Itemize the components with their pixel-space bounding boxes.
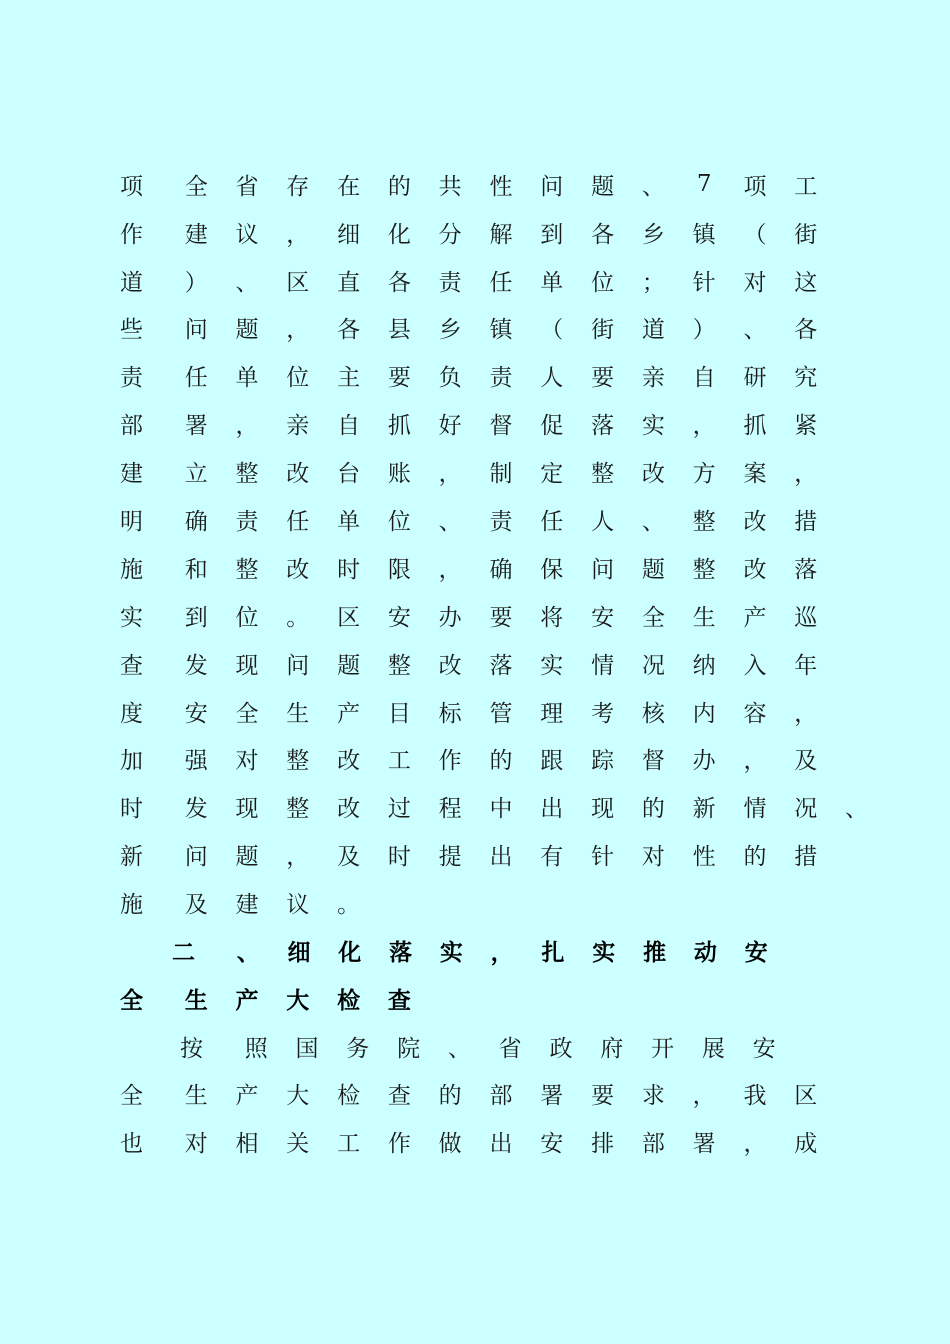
glyph: 、 xyxy=(235,269,259,296)
text-line xyxy=(120,260,900,300)
glyph: 强 xyxy=(184,747,208,774)
glyph: 好 xyxy=(438,412,462,439)
glyph: 对 xyxy=(235,747,259,774)
glyph: ， xyxy=(692,1082,716,1109)
glyph: 问 xyxy=(286,652,310,679)
section-heading-line xyxy=(172,930,950,970)
glyph: 保 xyxy=(540,556,564,583)
glyph: 生 xyxy=(286,700,310,727)
glyph: 工 xyxy=(337,1130,361,1157)
glyph: 核 xyxy=(641,700,665,727)
glyph: 题 xyxy=(591,173,615,200)
glyph: 安 xyxy=(184,700,208,727)
glyph: 全 xyxy=(641,604,665,631)
glyph: 负 xyxy=(438,364,462,391)
glyph: ， xyxy=(286,316,310,343)
glyph: 各 xyxy=(591,221,615,248)
glyph: 安 xyxy=(591,604,615,631)
glyph: 督 xyxy=(489,412,513,439)
glyph: ， xyxy=(438,556,462,583)
text-line xyxy=(120,164,900,204)
glyph: 、 xyxy=(743,316,767,343)
glyph: 责 xyxy=(120,364,143,391)
glyph: 踪 xyxy=(591,747,615,774)
glyph: 查 xyxy=(387,987,411,1014)
glyph: 我 xyxy=(743,1082,767,1109)
glyph: 安 xyxy=(752,1035,776,1062)
glyph: 安 xyxy=(387,604,411,631)
glyph: 关 xyxy=(286,1130,310,1157)
glyph: 改 xyxy=(286,460,310,487)
glyph: 镇 xyxy=(489,316,513,343)
glyph: 照 xyxy=(244,1035,268,1062)
glyph: 、 xyxy=(641,508,665,535)
glyph: 动 xyxy=(693,939,717,966)
glyph: 明 xyxy=(120,508,143,535)
glyph: 现 xyxy=(591,795,615,822)
glyph: 。 xyxy=(286,604,310,631)
glyph: 时 xyxy=(120,795,143,822)
glyph: 对 xyxy=(641,843,665,870)
glyph: 新 xyxy=(692,795,716,822)
glyph: ， xyxy=(794,700,818,727)
glyph: 的 xyxy=(489,747,513,774)
glyph: 有 xyxy=(540,843,564,870)
glyph: 年 xyxy=(794,652,818,679)
glyph: 区 xyxy=(337,604,361,631)
glyph: 的 xyxy=(438,1082,462,1109)
glyph: 责 xyxy=(489,364,513,391)
section-heading-line xyxy=(120,978,900,1018)
glyph: 办 xyxy=(438,604,462,631)
text-line xyxy=(120,882,900,922)
glyph: 。 xyxy=(337,891,361,918)
glyph: 抓 xyxy=(387,412,411,439)
glyph: 乡 xyxy=(641,221,665,248)
glyph: 目 xyxy=(387,700,411,727)
glyph: 整 xyxy=(591,460,615,487)
glyph: 在 xyxy=(337,173,361,200)
glyph: 大 xyxy=(286,1082,310,1109)
glyph: 性 xyxy=(692,843,716,870)
glyph: 单 xyxy=(540,269,564,296)
glyph: 要 xyxy=(489,604,513,631)
glyph: 生 xyxy=(184,987,208,1014)
glyph: 亲 xyxy=(641,364,665,391)
glyph: 入 xyxy=(743,652,767,679)
glyph: 定 xyxy=(540,460,564,487)
glyph: 各 xyxy=(337,316,361,343)
glyph: 道 xyxy=(641,316,665,343)
glyph: 道 xyxy=(120,269,143,296)
glyph: 整 xyxy=(692,508,716,535)
glyph: 情 xyxy=(591,652,615,679)
glyph: 题 xyxy=(641,556,665,583)
glyph: 要 xyxy=(591,1082,615,1109)
glyph: 查 xyxy=(387,1082,411,1109)
glyph: 立 xyxy=(184,460,208,487)
glyph: 出 xyxy=(489,843,513,870)
glyph: 任 xyxy=(286,508,310,535)
glyph: 主 xyxy=(337,364,361,391)
glyph: 议 xyxy=(286,891,310,918)
glyph: ， xyxy=(692,412,716,439)
glyph: ， xyxy=(490,939,514,966)
glyph: 做 xyxy=(438,1130,462,1157)
glyph: 省 xyxy=(235,173,259,200)
glyph: 方 xyxy=(692,460,716,487)
glyph: 落 xyxy=(591,412,615,439)
glyph: 求 xyxy=(641,1082,665,1109)
glyph: 整 xyxy=(286,795,310,822)
glyph: 区 xyxy=(794,1082,818,1109)
glyph: 内 xyxy=(692,700,716,727)
glyph: 改 xyxy=(337,795,361,822)
glyph: 措 xyxy=(794,508,818,535)
glyph: 整 xyxy=(692,556,716,583)
glyph: 现 xyxy=(235,652,259,679)
glyph: 现 xyxy=(235,795,259,822)
glyph: 产 xyxy=(337,700,361,727)
glyph: （ xyxy=(540,316,564,343)
glyph: 责 xyxy=(489,508,513,535)
glyph: 考 xyxy=(591,700,615,727)
glyph: 解 xyxy=(489,221,513,248)
glyph: 街 xyxy=(591,316,615,343)
glyph: 过 xyxy=(387,795,411,822)
text-line xyxy=(120,834,900,874)
glyph: 施 xyxy=(120,556,143,583)
text-line xyxy=(120,212,900,252)
glyph: 共 xyxy=(438,173,462,200)
glyph: 发 xyxy=(184,795,208,822)
glyph: 镇 xyxy=(692,221,716,248)
glyph: 按 xyxy=(180,1035,203,1062)
glyph: ； xyxy=(641,269,665,296)
glyph: 程 xyxy=(438,795,462,822)
glyph: 部 xyxy=(641,1130,665,1157)
glyph: 国 xyxy=(295,1035,319,1062)
glyph: 时 xyxy=(337,556,361,583)
glyph: 直 xyxy=(337,269,361,296)
text-line xyxy=(120,451,900,491)
glyph: ， xyxy=(286,843,310,870)
glyph: 问 xyxy=(591,556,615,583)
glyph: 各 xyxy=(794,316,818,343)
glyph: 大 xyxy=(286,987,310,1014)
glyph: 自 xyxy=(692,364,716,391)
glyph: 实 xyxy=(592,939,616,966)
glyph: 作 xyxy=(120,221,143,248)
glyph: 促 xyxy=(540,412,564,439)
glyph: 问 xyxy=(184,316,208,343)
glyph: 查 xyxy=(120,652,143,679)
glyph: 、 xyxy=(438,508,462,535)
glyph: 实 xyxy=(540,652,564,679)
glyph: 要 xyxy=(387,364,411,391)
glyph: 细 xyxy=(337,221,361,248)
glyph: （ xyxy=(743,221,767,248)
glyph: 的 xyxy=(743,843,767,870)
glyph: 化 xyxy=(338,939,362,966)
glyph: 责 xyxy=(438,269,462,296)
text-line xyxy=(120,307,900,347)
glyph: 对 xyxy=(743,269,767,296)
glyph: 部 xyxy=(489,1082,513,1109)
glyph: 府 xyxy=(600,1035,624,1062)
glyph: 化 xyxy=(387,221,411,248)
text-line xyxy=(120,355,900,395)
glyph: 位 xyxy=(591,269,615,296)
glyph: 任 xyxy=(184,364,208,391)
glyph: 政 xyxy=(549,1035,573,1062)
glyph: 施 xyxy=(120,891,143,918)
glyph: 落 xyxy=(489,652,513,679)
glyph: 改 xyxy=(743,508,767,535)
glyph: 况 xyxy=(794,795,818,822)
text-line xyxy=(120,499,900,539)
glyph: 推 xyxy=(643,939,667,966)
glyph: 建 xyxy=(235,891,259,918)
paragraph-first-line xyxy=(180,1026,950,1066)
glyph: 作 xyxy=(438,747,462,774)
glyph: 生 xyxy=(184,1082,208,1109)
glyph: 整 xyxy=(387,652,411,679)
glyph: 部 xyxy=(120,412,143,439)
glyph: 纳 xyxy=(692,652,716,679)
glyph: 开 xyxy=(651,1035,675,1062)
glyph: 究 xyxy=(794,364,818,391)
glyph: 作 xyxy=(387,1130,411,1157)
glyph: 署 xyxy=(184,412,208,439)
text-line xyxy=(120,1073,900,1113)
glyph: 、 xyxy=(236,939,260,966)
glyph: 全 xyxy=(184,173,208,200)
glyph: 出 xyxy=(540,795,564,822)
glyph: ） xyxy=(692,316,716,343)
glyph: 存 xyxy=(286,173,310,200)
glyph: 实 xyxy=(120,604,143,631)
text-line xyxy=(120,403,900,443)
glyph: 细 xyxy=(287,939,311,966)
glyph: 题 xyxy=(235,316,259,343)
glyph: 落 xyxy=(389,939,413,966)
text-line xyxy=(120,786,900,826)
glyph: 分 xyxy=(438,221,462,248)
glyph: 相 xyxy=(235,1130,259,1157)
glyph: 的 xyxy=(641,795,665,822)
glyph: 出 xyxy=(489,1130,513,1157)
glyph: ） xyxy=(184,269,208,296)
glyph: 署 xyxy=(540,1082,564,1109)
glyph: 些 xyxy=(120,316,143,343)
glyph: 标 xyxy=(438,700,462,727)
glyph: 检 xyxy=(337,1082,361,1109)
glyph: 街 xyxy=(794,221,818,248)
glyph: 、 xyxy=(845,795,869,822)
glyph: 新 xyxy=(120,843,143,870)
glyph: 确 xyxy=(184,508,208,535)
text-line xyxy=(120,643,900,683)
glyph: 全 xyxy=(120,1082,143,1109)
glyph: 这 xyxy=(794,269,818,296)
glyph: 跟 xyxy=(540,747,564,774)
glyph: 况 xyxy=(641,652,665,679)
glyph: 务 xyxy=(346,1035,370,1062)
glyph: ， xyxy=(438,460,462,487)
glyph: 单 xyxy=(337,508,361,535)
glyph: 要 xyxy=(591,364,615,391)
glyph: 确 xyxy=(489,556,513,583)
text-line xyxy=(120,691,900,731)
glyph: ， xyxy=(743,1130,767,1157)
glyph: 问 xyxy=(184,843,208,870)
glyph: 落 xyxy=(794,556,818,583)
glyph: 对 xyxy=(184,1130,208,1157)
glyph: 和 xyxy=(184,556,208,583)
glyph: 县 xyxy=(387,316,411,343)
glyph: 二 xyxy=(172,939,195,966)
glyph: 亲 xyxy=(286,412,310,439)
glyph: 人 xyxy=(540,364,564,391)
glyph: 整 xyxy=(286,747,310,774)
glyph: 排 xyxy=(591,1130,615,1157)
glyph: 建 xyxy=(120,460,143,487)
glyph: 整 xyxy=(235,460,259,487)
glyph: 位 xyxy=(235,604,259,631)
glyph: 区 xyxy=(286,269,310,296)
glyph: 提 xyxy=(438,843,462,870)
glyph: 改 xyxy=(337,747,361,774)
glyph: 理 xyxy=(540,700,564,727)
glyph: 巡 xyxy=(794,604,818,631)
glyph: 署 xyxy=(692,1130,716,1157)
glyph: ， xyxy=(743,747,767,774)
glyph: 案 xyxy=(743,460,767,487)
glyph: 措 xyxy=(794,843,818,870)
glyph: ， xyxy=(794,460,818,487)
glyph: 扎 xyxy=(541,939,565,966)
glyph: 责 xyxy=(235,508,259,535)
glyph: 各 xyxy=(387,269,411,296)
glyph: 成 xyxy=(794,1130,818,1157)
text-line xyxy=(120,547,900,587)
glyph: 办 xyxy=(692,747,716,774)
glyph: 安 xyxy=(744,939,768,966)
glyph: 题 xyxy=(337,652,361,679)
glyph: 任 xyxy=(489,269,513,296)
glyph: 时 xyxy=(387,843,411,870)
glyph: 发 xyxy=(184,652,208,679)
glyph: 全 xyxy=(235,700,259,727)
glyph: 将 xyxy=(540,604,564,631)
glyph: 容 xyxy=(743,700,767,727)
glyph: 及 xyxy=(794,747,818,774)
glyph: 针 xyxy=(692,269,716,296)
glyph: 台 xyxy=(337,460,361,487)
glyph: 的 xyxy=(387,173,411,200)
glyph: 院 xyxy=(397,1035,421,1062)
glyph: 项 xyxy=(120,173,143,200)
glyph: 到 xyxy=(540,221,564,248)
glyph: 针 xyxy=(591,843,615,870)
glyph: 自 xyxy=(337,412,361,439)
glyph: 乡 xyxy=(438,316,462,343)
glyph: 研 xyxy=(743,364,767,391)
glyph: 全 xyxy=(120,987,143,1014)
glyph: 7 xyxy=(696,171,712,197)
glyph: 安 xyxy=(540,1130,564,1157)
glyph: 题 xyxy=(235,843,259,870)
glyph: 及 xyxy=(337,843,361,870)
glyph: 改 xyxy=(743,556,767,583)
glyph: 管 xyxy=(489,700,513,727)
glyph: 位 xyxy=(387,508,411,535)
glyph: 检 xyxy=(337,987,361,1014)
glyph: 情 xyxy=(743,795,767,822)
glyph: 限 xyxy=(387,556,411,583)
glyph: 性 xyxy=(489,173,513,200)
glyph: 也 xyxy=(120,1130,143,1157)
glyph: 制 xyxy=(489,460,513,487)
glyph: 展 xyxy=(701,1035,725,1062)
glyph: 实 xyxy=(641,412,665,439)
glyph: 、 xyxy=(641,173,665,200)
glyph: 产 xyxy=(743,604,767,631)
glyph: 改 xyxy=(286,556,310,583)
glyph: 、 xyxy=(447,1035,471,1062)
glyph: 改 xyxy=(438,652,462,679)
glyph: 中 xyxy=(489,795,513,822)
glyph: 工 xyxy=(387,747,411,774)
glyph: 生 xyxy=(692,604,716,631)
glyph: 整 xyxy=(235,556,259,583)
glyph: 人 xyxy=(591,508,615,535)
glyph: 省 xyxy=(498,1035,522,1062)
glyph: 工 xyxy=(794,173,818,200)
glyph: 实 xyxy=(439,939,463,966)
text-line xyxy=(120,595,900,635)
text-line xyxy=(120,738,900,778)
glyph: 议 xyxy=(235,221,259,248)
glyph: 抓 xyxy=(743,412,767,439)
glyph: 产 xyxy=(235,987,259,1014)
glyph: 紧 xyxy=(794,412,818,439)
text-line xyxy=(120,1121,900,1161)
glyph: 产 xyxy=(235,1082,259,1109)
glyph: ， xyxy=(286,221,310,248)
glyph: 及 xyxy=(184,891,208,918)
glyph: 任 xyxy=(540,508,564,535)
glyph: ， xyxy=(235,412,259,439)
glyph: 位 xyxy=(286,364,310,391)
glyph: 改 xyxy=(641,460,665,487)
glyph: 问 xyxy=(540,173,564,200)
glyph: 度 xyxy=(120,700,143,727)
glyph: 项 xyxy=(743,173,767,200)
glyph: 建 xyxy=(184,221,208,248)
glyph: 单 xyxy=(235,364,259,391)
glyph: 督 xyxy=(641,747,665,774)
glyph: 到 xyxy=(184,604,208,631)
glyph: 账 xyxy=(387,460,411,487)
glyph: 加 xyxy=(120,747,143,774)
